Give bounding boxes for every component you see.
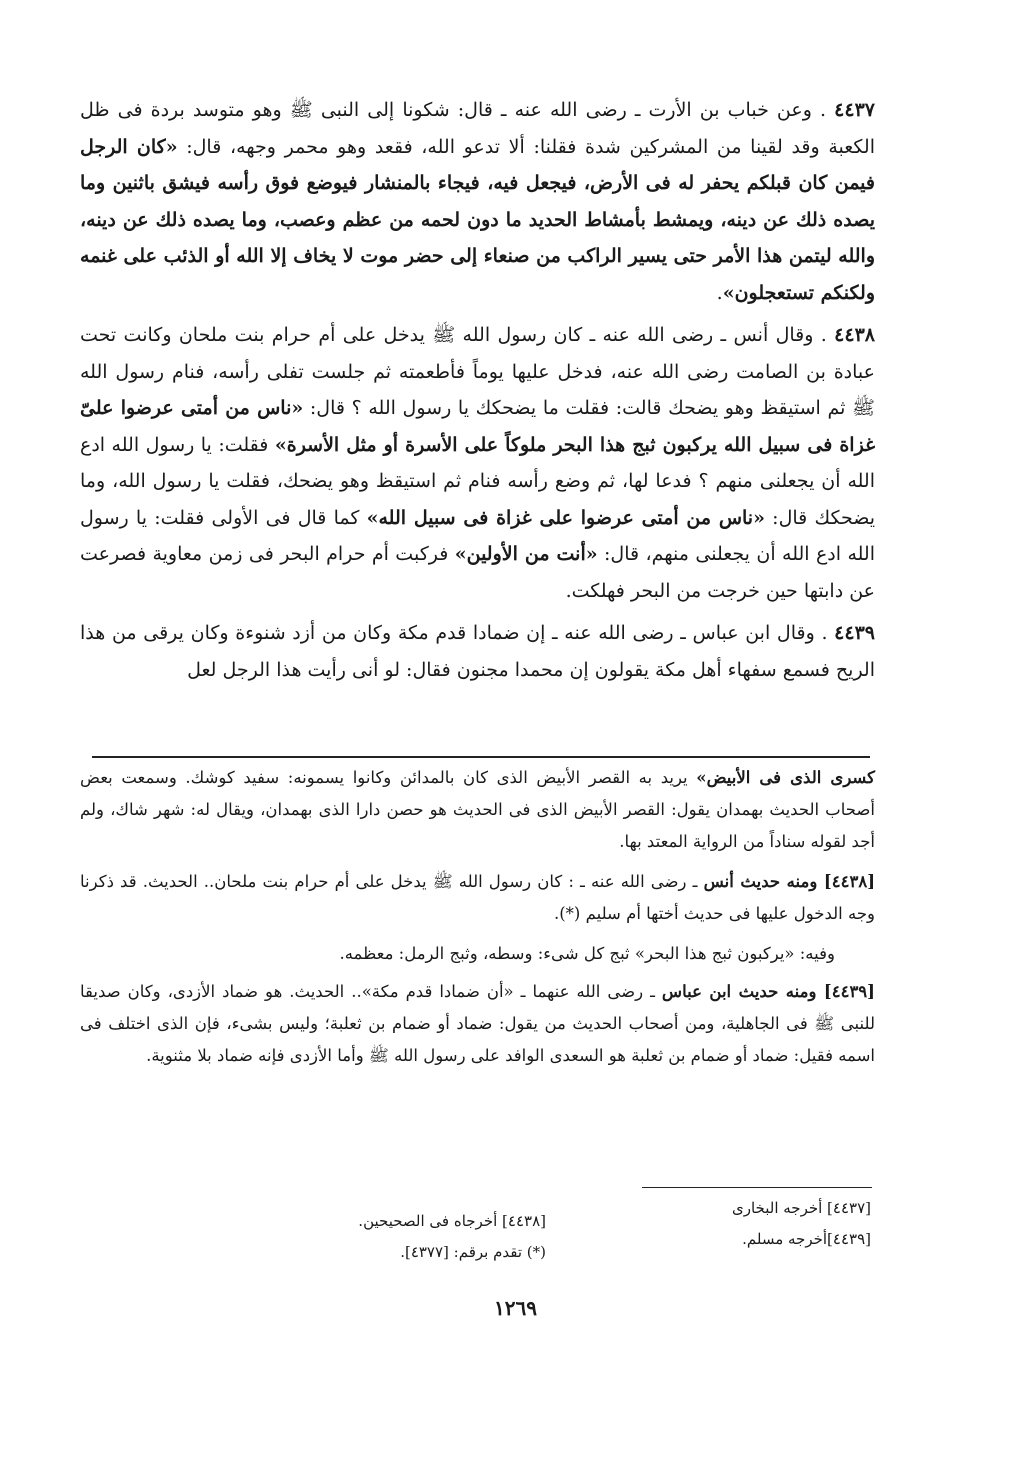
hadith-number: ٤٤٣٧ — [834, 99, 875, 121]
main-text — [80, 92, 875, 688]
hadith-4438: ٤٤٣٨ . وقال أنس ـ رضى الله عنه ـ كان رسول الله ﷺ يدخل على أم حرام بنت ملحان وكانت تحت عبادة بن الصامت رضى الله عنه، فدخل عليها يوماً فأطعمته ثم جلست تفلى رأسه، فنام رسول الله ﷺ ثم استيقظ وهو يضحك قالت: فقلت ما يضحكك يا رسول الله ؟ قال: «ناس من أمتى عرضوا علىّ غزاة فى سبيل الله يركبون ثبج هذا البحر ملوكاً على الأسرة أو مثل الأسرة» فقلت: يا رسول الله ادع الله أن يجعلنى منهم ؟ فدعا لها، ثم وضع رأسه فنام ثم استيقظ وهو يضحك، فقلت يا رسول الله، وما يضحكك قال: «ناس من أمتى عرضوا على غزاة فى سبيل الله» كما قال فى الأولى فقلت: يا رسول الله ادع الله أن يجعلنى منهم، قال: «أنت من الأولين» فركبت أم حرام البحر فى زمن معاوية فصرعت عن دابتها حين خرجت من البحر فهلكت. — [80, 324, 876, 602]
hadith-number: ٤٤٣٩ — [834, 622, 875, 644]
hadith-quote: «أنت من الأولين» — [454, 543, 598, 565]
hadith-intro: وعن خباب بن الأرت ـ رضى الله عنه ـ قال: شكونا إلى النبى ﷺ وهو متوسد بردة فى ظل الكعبة وقد لقينا من المشركين شدة فقلنا: ألا تدعو الله، فقعد وهو محمر وجهه، قال: — [80, 99, 875, 158]
note-thabaj — [80, 938, 875, 970]
hadith-text: وقال ابن عباس ـ رضى الله عنه ـ إن ضمادا قدم مكة وكان من أزد شنوءة وكان يرقى من هذا الريح فسمع سفهاء أهل مكة يقولون إن محمدا مجنون فقال: لو أنى رأيت هذا الرجل لعل — [80, 622, 875, 681]
source-line: (*) تقدم برقم: [٤٣٧٧]. — [400, 1243, 546, 1261]
note-4438 — [80, 866, 875, 930]
section-divider — [92, 756, 870, 758]
note-4439 — [80, 976, 875, 1072]
hadith-text: فركبت أم حرام البحر فى زمن معاوية فصرعت عن دابتها حين خرجت من البحر فهلكت. — [80, 543, 875, 602]
hadith-text: وقال أنس ـ رضى الله عنه ـ كان رسول الله ﷺ يدخل على أم حرام بنت ملحان وكانت تحت عبادة بن الصامت رضى الله عنه، فدخل عليها يوماً فأطعمته ثم جلست تفلى رأسه، فنام رسول الله ﷺ ثم استيقظ وهو يضحك قالت: فقلت ما يضحكك يا رسول الله ؟ قال: — [80, 324, 875, 419]
hadith-4439: ٤٤٣٩ . وقال ابن عباس ـ رضى الله عنه ـ إن ضمادا قدم مكة وكان من أزد شنوءة وكان يرقى من هذا الريح فسمع سفهاء أهل مكة يقولون إن محمدا مجنون فقال: لو أنى رأيت هذا الرجل لعل — [80, 622, 875, 681]
hadith-quote: «ناس من أمتى عرضوا علىّ غزاة فى سبيل الله يركبون ثبج هذا البحر ملوكاً على الأسرة أو مثل الأسرة» — [80, 397, 876, 456]
sources-left — [306, 1206, 546, 1268]
note-lead: [٤٤٣٩] ومنه حديث ابن عباس — [661, 982, 875, 1001]
source-line: [٤٤٣٧] أخرجه البخارى — [731, 1199, 871, 1217]
page-number: ١٢٦٩ — [494, 1296, 537, 1320]
hadith-quote: «كان الرجل فيمن كان قبلكم يحفر له فى الأرض، فيجعل فيه، فيجاء بالمنشار فيوضع فوق رأسه فيشق باثنين وما يصده ذلك عن دينه، ويمشط بأمشاط الحديد ما دون لحمه من عظم وعصب، وما يصده ذلك عن دينه، والله ليتمن هذا الأمر حتى يسير الراكب من صنعاء إلى حضر موت لا يخاف إلا الله أو الذئب على غنمه ولكنكم تستعجلون» — [80, 135, 875, 304]
note-text: يريد به القصر الأبيض الذى كان بالمدائن وكانوا يسمونه: سفيد كوشك. وسمعت بعض أصحاب الحديث بهمدان يقول: القصر الأبيض الذى فى الحديث هو حصن دارا الذى بهمدان، ويقال له: شهر شاك، ولم أجد لقوله سناداً من الرواية المعتد بها. — [80, 768, 875, 851]
hadith-4437: ٤٤٣٧ . وعن خباب بن الأرت ـ رضى الله عنه ـ قال: شكونا إلى النبى ﷺ وهو متوسد بردة فى ظل الكعبة وقد لقينا من المشركين شدة فقلنا: ألا تدعو الله، فقعد وهو محمر وجهه، قال: «كان الرجل فيمن كان قبلكم يحفر له فى الأرض، فيجعل فيه، فيجاء بالمنشار فيوضع فوق رأسه فيشق باثنين وما يصده ذلك عن دينه، ويمشط بأمشاط الحديد ما دون لحمه من عظم وعصب، وما يصده ذلك عن دينه، والله ليتمن هذا الأمر حتى يسير الراكب من صنعاء إلى حضر موت لا يخاف إلا الله أو الذئب على غنمه ولكنكم تستعجلون». — [80, 99, 875, 304]
hadith-text: كما قال فى الأولى فقلت: يا رسول الله ادع الله أن يجعلنى منهم، قال: — [80, 506, 875, 565]
note-text: ـ رضى الله عنه ـ : كان رسول الله ﷺ يدخل على أم حرام بنت ملحان.. الحديث. قد ذكرنا وجه الدخول عليها فى حديث أختها أم سليم (*). — [80, 872, 875, 923]
source-line: [٤٤٣٨] أخرجاه فى الصحيحين. — [358, 1212, 546, 1230]
note-abyad — [80, 762, 875, 858]
sources-divider — [642, 1187, 872, 1188]
note-text: وفيه: «يركبون ثبج هذا البحر» ثبج كل شىء: وسطه، وثبج الرمل: معظمه. — [339, 944, 835, 963]
note-lead: [٤٤٣٨] ومنه حديث أنس — [703, 872, 875, 891]
hadith-text: فقلت: يا رسول الله ادع الله أن يجعلنى منهم ؟ فدعا لها، ثم وضع رأسه فنام ثم استيقظ وهو يضحك، فقلت يا رسول الله، وما يضحكك قال: — [80, 433, 875, 529]
hadith-number: ٤٤٣٨ — [834, 324, 875, 346]
hadith-end: . — [716, 281, 723, 304]
source-line: [٤٤٣٩]أخرجه مسلم. — [742, 1230, 871, 1248]
commentary — [80, 762, 875, 1072]
hadith-quote: «ناس من أمتى عرضوا على غزاة فى سبيل الله» — [366, 506, 765, 529]
note-lead: كسرى الذى فى الأبيض» — [696, 768, 876, 787]
sources-right — [641, 1193, 871, 1255]
note-text: ـ رضى الله عنهما ـ «أن ضمادا قدم مكة».. الحديث. هو ضماد الأزدى، وكان صديقا للنبى ﷺ فى الجاهلية، ومن أصحاب الحديث من يقول: ضماد أو ضمام بن ثعلبة؛ وليس بشىء، فإن الذى اختلف فى اسمه فقيل: ضماد أو ضمام بن ثعلبة هو السعدى الوافد على رسول الله ﷺ وأما الأزدى فإنه ضماد بلا مثنوية. — [80, 982, 875, 1065]
